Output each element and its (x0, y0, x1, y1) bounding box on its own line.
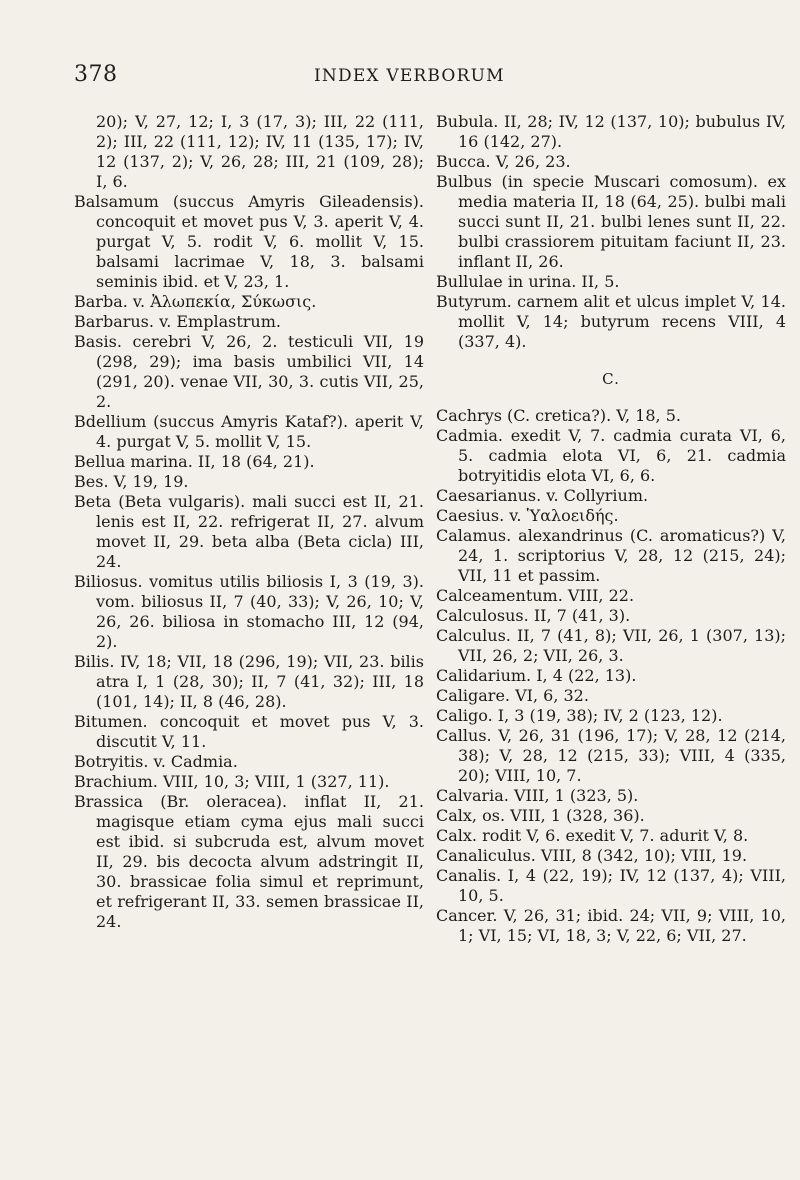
left-column (74, 112, 424, 946)
index-entry: Canaliculus. VIII, 8 (342, 10); VIII, 19. (436, 846, 748, 865)
index-entry: Caligare. VI, 6, 32. (436, 686, 589, 705)
index-entry: Bullulae in urina. II, 5. (436, 272, 620, 291)
index-entry: Cachrys (C. cretica?). V, 18, 5. (436, 406, 681, 425)
section-letter: C. (602, 370, 620, 388)
index-entry: Bellua marina. II, 18 (64, 21). (74, 452, 315, 471)
running-head: INDEX VERBORUM (314, 66, 505, 86)
index-entry: 20); V, 27, 12; I, 3 (17, 3); III, 22 (111, 2); III, 22 (111, 12); IV, 11 (135, 17); IV, 12 (137, 2); V, 26, 28; III, 21 (109, 28); I, 6. (96, 112, 424, 191)
index-entry: Butyrum. carnem alit et ulcus implet V, 14. mollit V, 14; butyrum recens VIII, 4 (337, 4). (436, 292, 786, 351)
page-number: 378 (74, 62, 118, 87)
page-header (74, 62, 760, 92)
right-column (436, 112, 786, 946)
index-entry: Caesarianus. v. Collyrium. (436, 486, 649, 505)
index-entry: Canalis. I, 4 (22, 19); IV, 12 (137, 4); VIII, 10, 5. (436, 866, 786, 905)
index-entry: Cadmia. exedit V, 7. cadmia curata VI, 6, 5. cadmia elota VI, 6, 21. cadmia botryitidis elota VI, 6, 6. (436, 426, 786, 485)
index-entry: Calvaria. VIII, 1 (323, 5). (436, 786, 639, 805)
index-entry: Calidarium. I, 4 (22, 13). (436, 666, 637, 685)
right-column-b-entries (436, 112, 786, 352)
index-entry: Calx, os. VIII, 1 (328, 36). (436, 806, 645, 825)
index-entry: Brassica (Br. oleracea). inflat II, 21. magisque etiam cyma ejus mali succi est ibid. si subcruda est, alvum movet II, 29. bis decocta alvum adstringit II, 30. brassicae folia simul et reprimunt, et refrigerant II, 33. semen brassicae II, 24. (74, 792, 424, 931)
index-entry: Bubula. II, 28; IV, 12 (137, 10); bubulus IV, 16 (142, 27). (436, 112, 786, 151)
index-entry: Basis. cerebri V, 26, 2. testiculi VII, 19 (298, 29); ima basis umbilici VII, 14 (291, 20). venae VII, 30, 3. cutis VII, 25, 2. (74, 332, 424, 411)
index-entry: Callus. V, 26, 31 (196, 17); V, 28, 12 (214, 38); V, 28, 12 (215, 33); VIII, 4 (335, 20); VIII, 10, 7. (436, 726, 786, 785)
index-entry: Calx. rodit V, 6. exedit V, 7. adurit V, 8. (436, 826, 749, 845)
index-entry: Barba. v. Ἀλωπεκία, Σύκωσις. (74, 292, 317, 311)
index-entry: Cancer. V, 26, 31; ibid. 24; VII, 9; VIII, 10, 1; VI, 15; VI, 18, 3; V, 22, 6; VII, 27. (436, 906, 786, 945)
index-entry: Bitumen. concoquit et movet pus V, 3. discutit V, 11. (74, 712, 424, 751)
index-entry: Calamus. alexandrinus (C. aromaticus?) V, 24, 1. scriptorius V, 28, 12 (215, 24); VII, 11 et passim. (436, 526, 786, 585)
index-entry: Calculosus. II, 7 (41, 3). (436, 606, 631, 625)
index-entry: Biliosus. vomitus utilis biliosis I, 3 (19, 3). vom. biliosus II, 7 (40, 33); V, 26, 10; V, 26, 26. biliosa in stomacho III, 12 (94, 2). (74, 572, 424, 651)
right-column-c-entries (436, 406, 786, 946)
index-entry: Bilis. IV, 18; VII, 18 (296, 19); VII, 23. bilis atra I, 1 (28, 30); II, 7 (41, 32); III, 18 (101, 14); II, 8 (46, 28). (74, 652, 424, 711)
index-entry: Caligo. I, 3 (19, 38); IV, 2 (123, 12). (436, 706, 723, 725)
index-entry: Calceamentum. VIII, 22. (436, 586, 635, 605)
index-entry: Barbarus. v. Emplastrum. (74, 312, 281, 331)
index-entry: Bucca. V, 26, 23. (436, 152, 571, 171)
index-entry: Balsamum (succus Amyris Gileadensis). concoquit et movet pus V, 3. aperit V, 4. purgat V, 5. rodit V, 6. mollit V, 15. balsami lacrimae V, 18, 3. balsami seminis ibid. et V, 23, 1. (74, 192, 424, 291)
index-entry: Bulbus (in specie Muscari comosum). ex media materia II, 18 (64, 25). bulbi mali succi sunt II, 21. bulbi lenes sunt II, 22. bulbi crassiorem pituitam faciunt II, 23. inflant II, 26. (436, 172, 786, 271)
index-entry: Beta (Beta vulgaris). mali succi est II, 21. lenis est II, 22. refrigerat II, 27. alvum movet II, 29. beta alba (Beta cicla) III, 24. (74, 492, 424, 571)
index-entry: Bdellium (succus Amyris Kataf?). aperit V, 4. purgat V, 5. mollit V, 15. (74, 412, 424, 451)
index-entry: Calculus. II, 7 (41, 8); VII, 26, 1 (307, 13); VII, 26, 2; VII, 26, 3. (436, 626, 786, 665)
index-entry: Brachium. VIII, 10, 3; VIII, 1 (327, 11). (74, 772, 390, 791)
index-entry: Bes. V, 19, 19. (74, 472, 189, 491)
index-entry: Botryitis. v. Cadmia. (74, 752, 238, 771)
index-entry: Caesius. v. Ὑαλοειδής. (436, 506, 619, 525)
index-columns (74, 112, 786, 946)
